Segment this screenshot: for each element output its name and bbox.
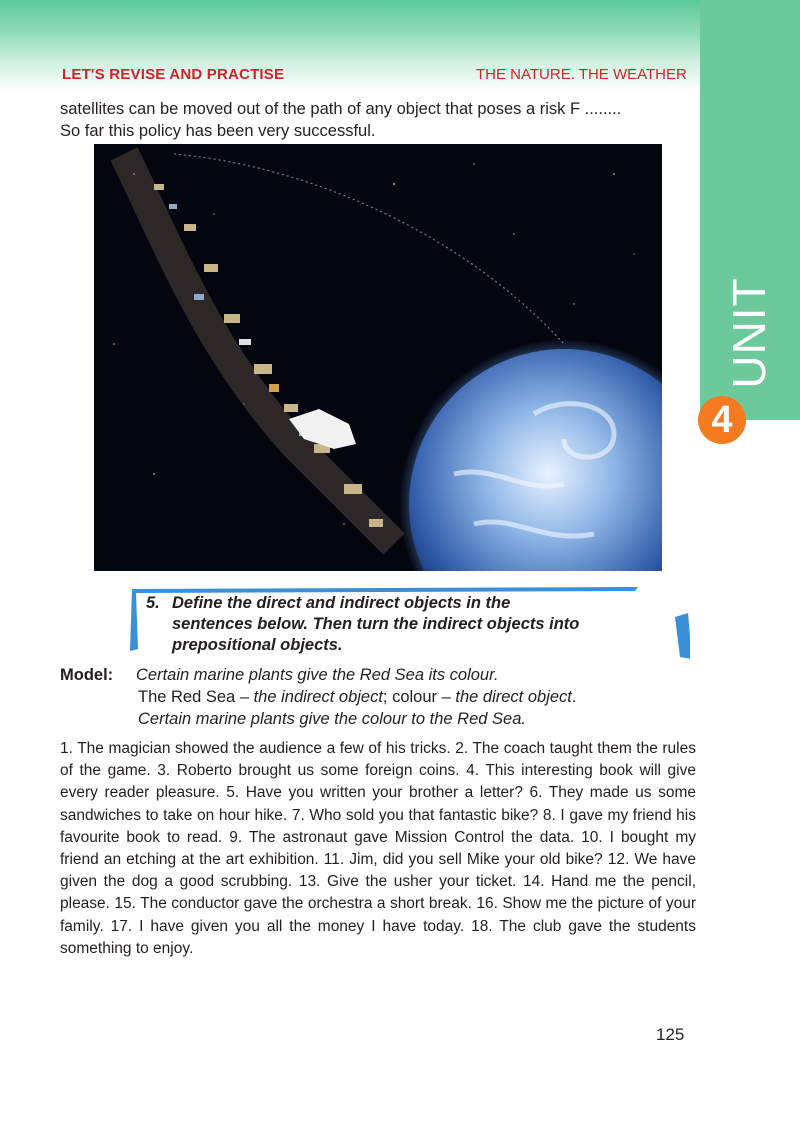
exercise-box [130,587,690,659]
intro-text [60,98,700,142]
model-label: Model: [60,666,114,684]
model-analysis: The Red Sea – the indirect object; colour – the direct object. [138,688,577,706]
exercise-line: Define the direct and indirect objects in the [172,594,511,612]
exercise-line: sentences below. Then turn the indirect objects into [172,615,580,633]
sentences-paragraph: 1. The magician showed the audience a few of his tricks. 2. The coach taught them the rules of the game. 3. Roberto brought us some foreign coins. 4. This interesting book will give every reader pleasure. 5. Have you written your brother a letter? 6. They made us some sandwiches to take on hour hike. 7. Who sold you that fantastic bike? 8. I gave my friend his favourite book to read. 9. The astronaut gave Mission Control the data. 10. I bought my friend an etching at the art exhibition. 11. Jim, did you sell Mike your old bike? 12. We have given the dog a good scrubbing. 13. Give the usher your ticket. 14. Hand me the pencil, please. 15. The conductor gave the orchestra a short break. 16. Show me the picture of your family. 17. I have given you all the money I have today. 18. The club gave the students something to enjoy. [60,740,696,957]
section-heading: LET'S REVISE AND PRACTISE [62,66,285,83]
intro-line: So far this policy has been very successful. [60,122,376,140]
model-example [60,664,700,730]
model-sentence: Certain marine plants give the Red Sea its colour. [136,666,499,684]
model-rewrite: Certain marine plants give the colour to the Red Sea. [138,710,526,728]
unit-number-badge: 4 [698,396,746,444]
exercise-number: 5. [146,594,160,612]
unit-label: UNIT [723,277,775,389]
space-debris-illustration [94,144,662,571]
topic-heading: THE NATURE. THE WEATHER [476,66,687,83]
intro-line: satellites can be moved out of the path of any object that poses a risk F ........ [60,100,622,118]
exercise-instruction [146,593,686,656]
exercise-sentences [60,738,696,960]
page-number: 125 [656,1025,685,1044]
exercise-line: prepositional objects. [172,636,343,654]
